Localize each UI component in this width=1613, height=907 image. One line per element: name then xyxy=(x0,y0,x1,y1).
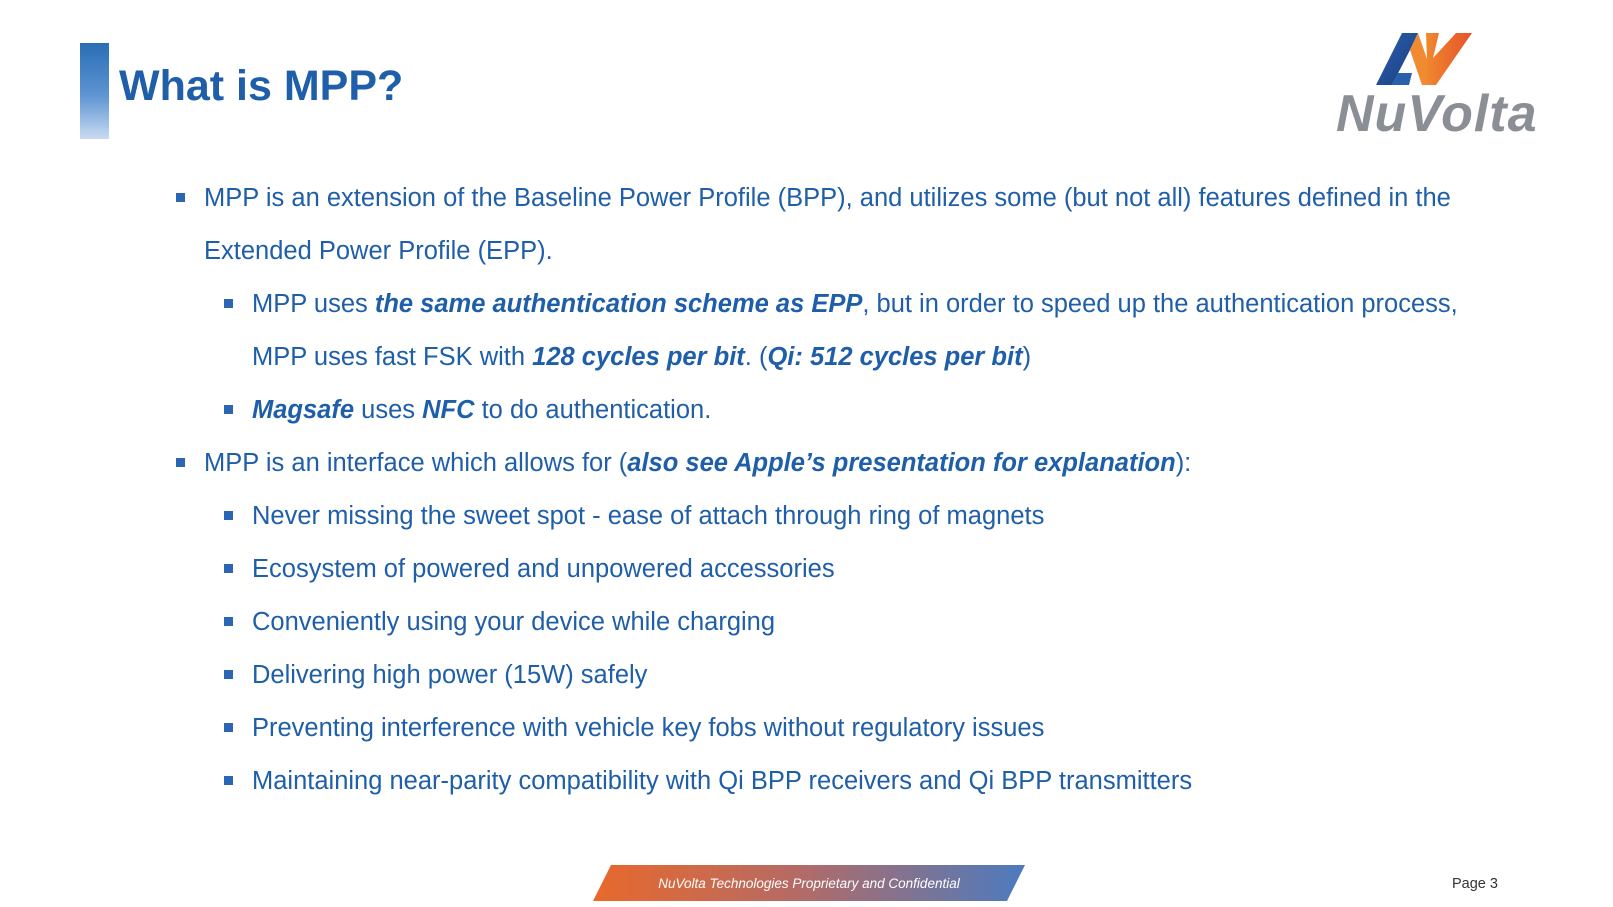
bullet-square-icon xyxy=(224,670,233,679)
subbullet-high-power xyxy=(170,649,1500,702)
bullet-text: Conveniently using your device while charging xyxy=(252,608,776,636)
text-run: MPP uses xyxy=(252,290,375,318)
text-run: ) xyxy=(1022,343,1032,371)
slide-title: What is MPP? xyxy=(119,62,404,110)
text-run: uses xyxy=(354,396,423,424)
title-accent-bar xyxy=(80,43,109,139)
text-run: . ( xyxy=(744,343,768,371)
page-number: Page 3 xyxy=(1452,876,1498,892)
emphasis-text: Magsafe xyxy=(252,396,355,424)
text-run: to do authentication. xyxy=(474,396,712,424)
emphasis-text: NFC xyxy=(422,396,475,424)
bullet-square-icon xyxy=(224,723,233,732)
footer-confidential-text: NuVolta Technologies Proprietary and Confidential xyxy=(658,876,960,891)
bullet-text: Preventing interference with vehicle key fobs without regulatory issues xyxy=(252,714,1045,742)
text-run: ): xyxy=(1175,449,1192,477)
text-run: , but in order to speed up the authentication process, MPP uses fast FSK with xyxy=(252,290,1458,371)
bullet-text: MPP is an extension of the Baseline Power Profile (BPP), and utilizes some (but not all) features defined in the Extended Power Profile (EPP). xyxy=(204,184,1451,265)
subbullet-magsafe xyxy=(170,384,1500,437)
bullet-square-icon xyxy=(176,458,185,467)
bullet-list xyxy=(170,172,1500,808)
emphasis-text: also see Apple’s presentation for explanation xyxy=(627,449,1176,477)
bullet-mpp-interface xyxy=(170,437,1500,490)
subbullet-sweet-spot xyxy=(170,490,1500,543)
bullet-square-icon xyxy=(224,564,233,573)
bullet-square-icon xyxy=(224,405,233,414)
bullet-text: Maintaining near-parity compatibility with Qi BPP receivers and Qi BPP transmitters xyxy=(252,767,1193,795)
emphasis-text: 128 cycles per bit xyxy=(532,343,745,371)
bullet-mpp-extension xyxy=(170,172,1500,278)
bullet-text: Never missing the sweet spot - ease of attach through ring of magnets xyxy=(252,502,1045,530)
subbullet-convenience xyxy=(170,596,1500,649)
logo-wordmark: NuVolta xyxy=(1336,85,1538,143)
emphasis-text: the same authentication scheme as EPP xyxy=(374,290,863,318)
bullet-square-icon xyxy=(176,193,185,202)
emphasis-text: Qi: 512 cycles per bit xyxy=(767,343,1023,371)
bullet-square-icon xyxy=(224,299,233,308)
subbullet-compatibility xyxy=(170,755,1500,808)
subbullet-authentication xyxy=(170,278,1500,384)
bullet-square-icon xyxy=(224,776,233,785)
subbullet-key-fobs xyxy=(170,702,1500,755)
bullet-text: Ecosystem of powered and unpowered accessories xyxy=(252,555,835,583)
text-run: MPP is an interface which allows for ( xyxy=(204,449,628,477)
bullet-square-icon xyxy=(224,511,233,520)
bullet-square-icon xyxy=(224,617,233,626)
subbullet-ecosystem xyxy=(170,543,1500,596)
bullet-text: Delivering high power (15W) safely xyxy=(252,661,648,689)
